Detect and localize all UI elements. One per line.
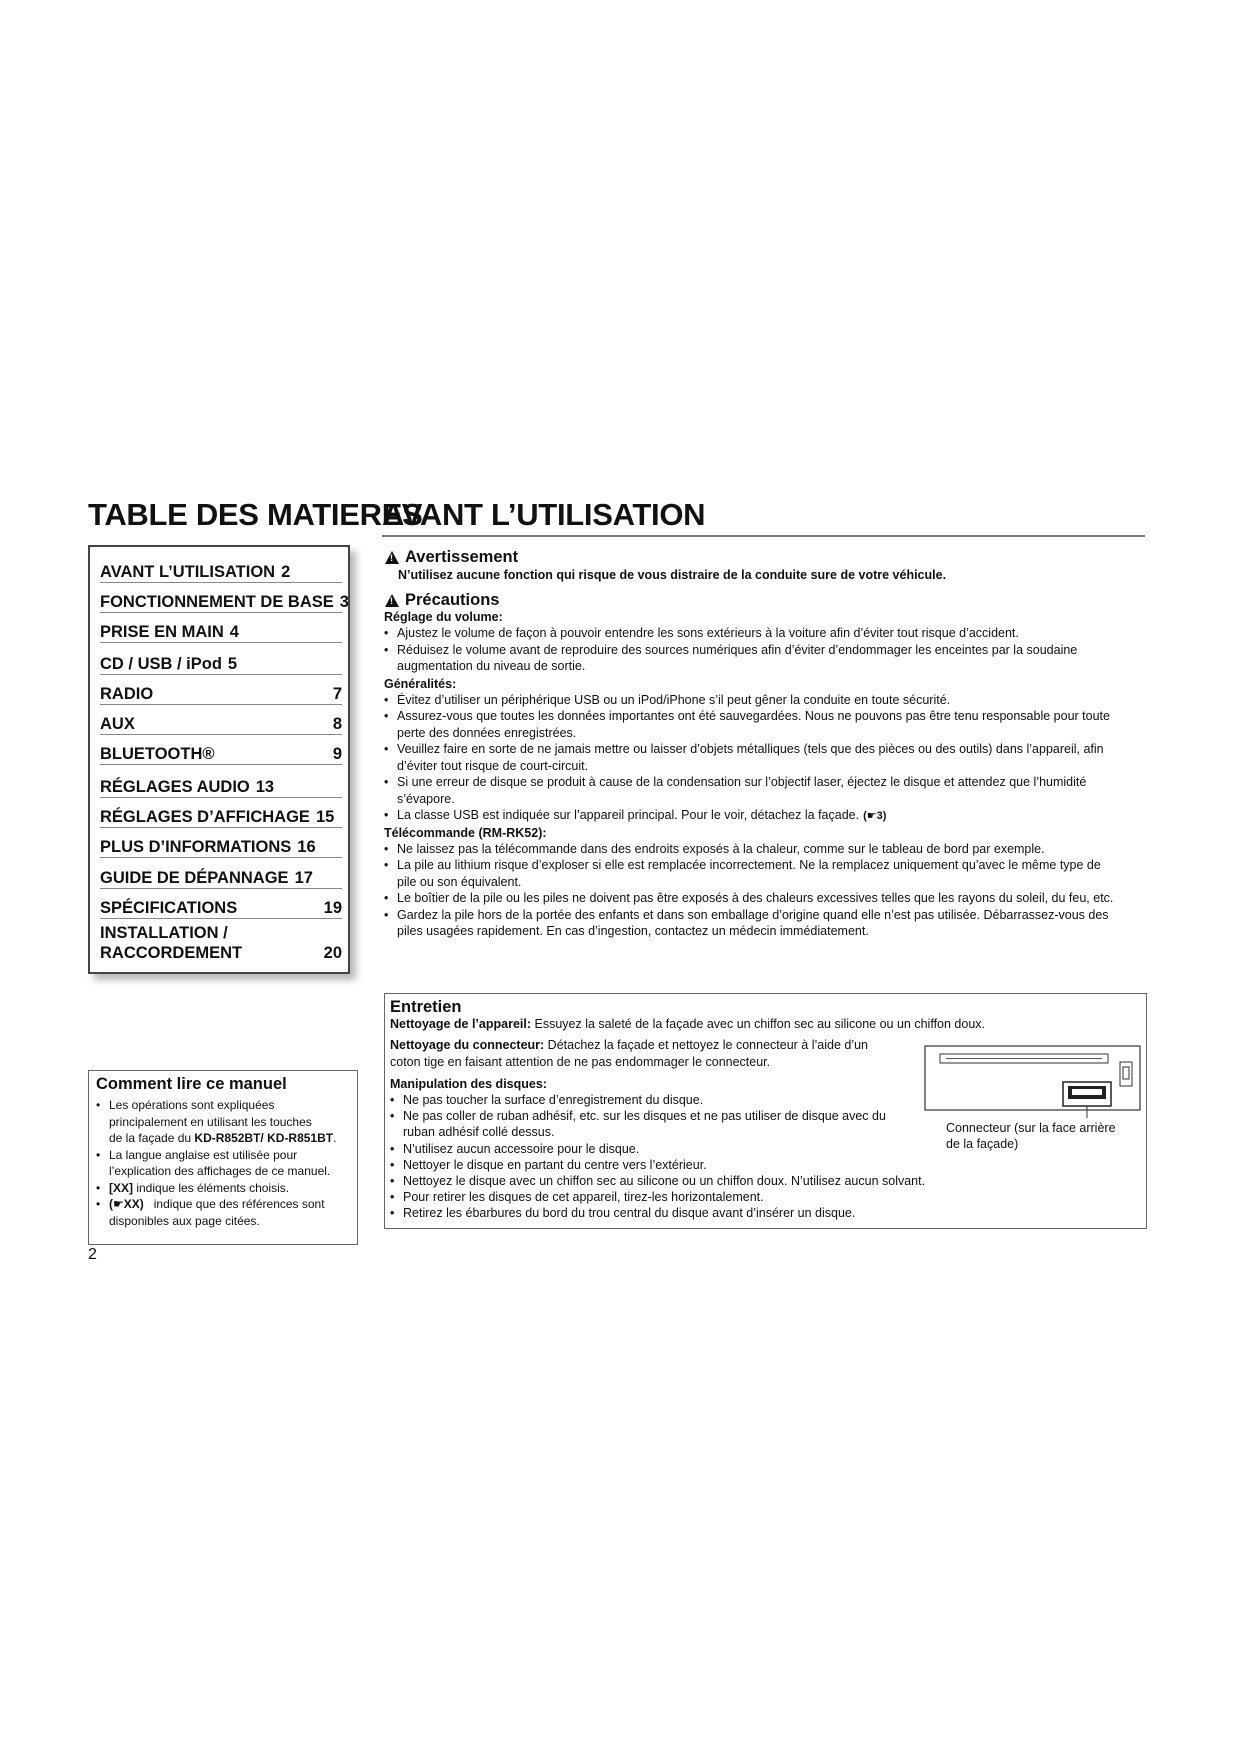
toc-label: RACCORDEMENT: [100, 944, 243, 962]
toc-label: INSTALLATION /: [100, 924, 228, 942]
toc-item[interactable]: [100, 676, 342, 705]
precautions-title: Précautions: [405, 591, 500, 609]
list-item-continued: ruban adhésif collé dessus.: [403, 1125, 555, 1140]
toc-page: 9: [332, 745, 342, 763]
toc-page: 19: [323, 899, 342, 917]
toc-page: 20: [323, 944, 342, 962]
connector-pins: [1072, 1089, 1102, 1095]
toc-page: 3: [339, 593, 349, 611]
cleaning-unit-text: Essuyez la saleté de la façade avec un chiffon sec au silicone ou un chiffon doux.: [531, 1017, 986, 1031]
howto-box: [88, 1070, 358, 1245]
cleaning-conn-text: coton tige en faisant attention de ne pas endommager le connecteur.: [390, 1054, 771, 1069]
toc-page: 2: [281, 563, 291, 581]
list-item: • Ne pas coller de ruban adhésif, etc. sur les disques et ne pas utiliser de disque avec du: [390, 1108, 950, 1124]
list-item: • Les opérations sont expliquées: [96, 1097, 352, 1114]
list-item: • Nettoyer le disque en partant du centre vers l’extérieur.: [390, 1157, 950, 1173]
toc-label: FONCTIONNEMENT DE BASE: [100, 593, 334, 611]
list-item: • Le boîtier de la pile ou les piles ne doivent pas être exposés à des chaleurs excessives telles que les rayons du soleil, du feu, etc.: [384, 890, 1144, 907]
model-name: KD-R852BT: [194, 1131, 261, 1145]
page-number: 2: [88, 1246, 97, 1263]
toc-label: RÉGLAGES AUDIO: [100, 778, 250, 796]
toc-box: [88, 545, 350, 974]
cleaning-conn-text: Détachez la façade et nettoyez le connecteur à l’aide d’un: [544, 1038, 869, 1052]
howto-list: [96, 1097, 352, 1229]
volume-list: [384, 625, 1144, 675]
toc-label: CD / USB / iPod: [100, 655, 222, 673]
list-item: • N’utilisez aucun accessoire pour le disque.: [390, 1141, 950, 1157]
toc-page: 17: [294, 869, 313, 887]
caption-line: Connecteur (sur la face arrière: [946, 1121, 1116, 1135]
volume-heading: Réglage du volume:: [384, 610, 503, 624]
list-item: • Assurez-vous que toutes les données importantes ont été sauvegardées. Nous ne pouvons pas être tenu responsable pour toute: [384, 708, 1144, 725]
toc-page: 7: [332, 685, 342, 703]
title-rule: [382, 535, 1145, 537]
connector-caption: [946, 1120, 1116, 1152]
cleaning-conn-head: Nettoyage du connecteur:: [390, 1038, 545, 1052]
toc-page: 15: [315, 808, 335, 826]
list-item: • Évitez d’utiliser un périphérique USB ou un iPod/iPhone s’il peut gêner la conduite en toute sécurité.: [384, 692, 1144, 709]
list-item-continued: [96, 1130, 352, 1147]
text: indique les éléments choisis.: [133, 1180, 290, 1195]
general-heading: Généralités:: [384, 676, 457, 691]
warning-title: Avertissement: [405, 548, 519, 566]
toc-item[interactable]: [100, 921, 342, 963]
list-item: • La langue anglaise est utilisée pour: [96, 1147, 352, 1164]
warning-icon: [385, 594, 399, 607]
toc-item[interactable]: [100, 890, 342, 919]
toc-page: 4: [229, 623, 239, 641]
separator: /: [260, 1131, 268, 1145]
toc-item[interactable]: [100, 644, 342, 675]
toc-label: RÉGLAGES D’AFFICHAGE: [100, 808, 310, 826]
list-item-continued: d’éviter tout risque de court-circuit.: [397, 758, 589, 773]
warning-heading: [385, 548, 518, 567]
precautions-body: [384, 609, 1144, 940]
page-reference[interactable]: (☛3): [863, 810, 887, 822]
list-item-continued: s’évapore.: [397, 791, 455, 806]
toc-label: RADIO: [100, 685, 154, 703]
text: .: [333, 1131, 337, 1145]
list-item: • Veuillez faire en sorte de ne jamais mettre ou laisser d’objets métalliques (tels que des pièces ou des outils) dans l’appareil, afin: [384, 741, 1144, 758]
toc-item[interactable]: [100, 584, 349, 613]
list-item: • Retirez les ébarbures du bord du trou central du disque avant d’insérer un disque.: [390, 1205, 950, 1221]
toc-label: SPÉCIFICATIONS: [100, 899, 238, 917]
list-item: [96, 1180, 352, 1197]
text: indique que des références sont: [143, 1197, 325, 1211]
toc-title: TABLE DES MATIERES: [88, 497, 423, 532]
maintenance-title: Entretien: [390, 998, 462, 1016]
toc-label: AUX: [100, 715, 135, 733]
list-item-continued: l’explication des affichages de ce manuel.: [109, 1164, 331, 1178]
discs-section: [390, 1076, 950, 1222]
cleaning-connector: [390, 1037, 868, 1070]
list-item-continued: piles usagées rapidement. En cas d’ingestion, contactez un médecin immédiatement.: [397, 924, 869, 938]
remote-list: [384, 841, 1144, 940]
toc-label: PRISE EN MAIN: [100, 623, 224, 641]
list-item: [96, 1196, 352, 1213]
text: de la façade du: [109, 1131, 195, 1145]
toc-item[interactable]: [100, 614, 342, 643]
warning-icon: [385, 551, 399, 564]
selection-marker: [XX]: [109, 1180, 133, 1195]
section-title: AVANT L’UTILISATION: [382, 497, 706, 532]
caption-line: de la façade): [946, 1137, 1019, 1151]
list-item: • La pile au lithium risque d’exploser si elle est remplacée incorrectement. Ne la remplacez uniquement qu’avec le même type de: [384, 857, 1144, 874]
list-item-continued: pile ou son équivalent.: [397, 874, 522, 889]
list-item: • Nettoyez le disque avec un chiffon sec au silicone ou un chiffon doux. N’utilisez aucun solvant.: [390, 1173, 950, 1189]
discs-list: [390, 1092, 950, 1222]
toc-page: 8: [332, 715, 342, 733]
toc-item[interactable]: [100, 799, 342, 828]
toc-page: 16: [297, 838, 316, 856]
discs-heading: Manipulation des disques:: [390, 1077, 547, 1091]
list-item: • Ne pas toucher la surface d’enregistrement du disque.: [390, 1092, 950, 1108]
list-item-continued: disponibles aux page citées.: [109, 1213, 260, 1228]
model-name: KD-R851BT: [267, 1131, 334, 1145]
list-item: • Ne laissez pas la télécommande dans des endroits exposés à la chaleur, comme sur le tableau de bord par exemple.: [384, 841, 1144, 858]
maintenance-box: [384, 993, 1147, 1229]
toc-label: AVANT L’UTILISATION: [100, 563, 276, 581]
list-item-continued: perte des données enregistrées.: [397, 725, 577, 740]
toc-page: 5: [227, 655, 238, 673]
faceplate-illustration: [922, 1044, 1144, 1124]
toc-item[interactable]: [100, 766, 342, 798]
howto-title: Comment lire ce manuel: [96, 1075, 287, 1093]
toc-item[interactable]: [100, 829, 342, 858]
remote-heading: Télécommande (RM-RK52):: [384, 825, 547, 840]
list-item-text: La classe USB est indiquée sur l’appareil principal. Pour le voir, détachez la façade.: [397, 808, 860, 822]
toc-item[interactable]: [100, 706, 342, 735]
toc-label: PLUS D’INFORMATIONS: [100, 838, 292, 856]
cleaning-unit-head: Nettoyage de l’appareil:: [390, 1017, 532, 1031]
reference-marker: (☛XX): [109, 1197, 144, 1211]
toc-item[interactable]: [100, 736, 342, 765]
general-list: [384, 692, 1144, 825]
toc-label: GUIDE DE DÉPANNAGE: [100, 869, 289, 887]
list-item: • Si une erreur de disque se produit à cause de la condensation sur l’objectif laser, éjectez le disque et attendez que l’humidité: [384, 774, 1144, 791]
list-item: • Gardez la pile hors de la portée des enfants et dans son emballage d’origine quand elle n’est pas utilisée. Débarrassez-vous des: [384, 907, 1144, 924]
list-item: [384, 807, 1144, 825]
warning-text: N’utilisez aucune fonction qui risque de vous distraire de la conduite sure de votre véhicule.: [398, 568, 947, 582]
toc-page: 13: [255, 778, 275, 796]
list-item-continued: augmentation du niveau de sortie.: [397, 659, 586, 673]
toc-item[interactable]: [100, 554, 342, 583]
list-item-continued: principalement en utilisant les touches: [109, 1114, 312, 1129]
list-item: • Réduisez le volume avant de reproduire des sources numériques afin d’éviter d’endommager les enceintes par la soudaine: [384, 642, 1144, 659]
list-item: • Pour retirer les disques de cet appareil, tirez-les horizontalement.: [390, 1189, 950, 1205]
cleaning-unit: [390, 1016, 985, 1033]
side-tab-inner: [1123, 1067, 1129, 1079]
list-item: • Ajustez le volume de façon à pouvoir entendre les sons extérieurs à la voiture afin d’éviter tout risque d’accident.: [384, 625, 1144, 642]
toc-label: BLUETOOTH®: [100, 745, 215, 763]
precautions-heading: [385, 591, 499, 610]
toc-item[interactable]: [100, 859, 342, 889]
